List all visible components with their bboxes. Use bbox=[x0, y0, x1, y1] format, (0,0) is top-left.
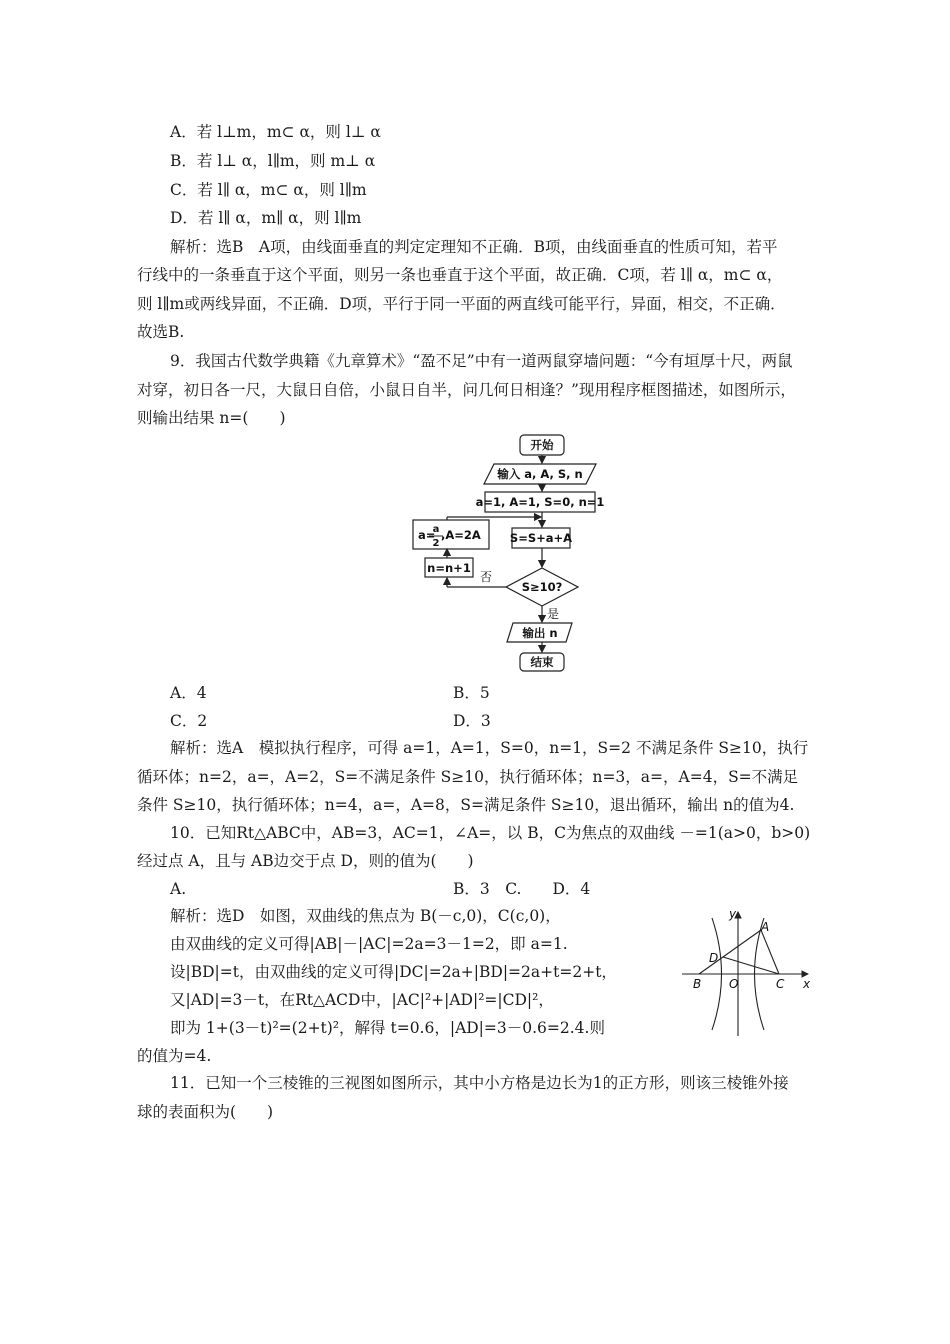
q9-option-b: B．5 bbox=[453, 684, 490, 702]
hyperbola-left-branch bbox=[712, 918, 722, 1030]
label-B: B bbox=[693, 977, 702, 991]
q9-solution-line: 循环体；n=2，a=，A=2，S=不满足条件 S≥10，执行循环体；n=3，a=，A=4，S=不满足 bbox=[137, 768, 799, 786]
flow-update-a-label: a= bbox=[418, 528, 436, 542]
q10-solution-line: 由双曲线的定义可得|AB|－|AC|=2a=3－1=2，即 a=1. bbox=[170, 935, 568, 953]
flow-condition-label: S≥10? bbox=[521, 580, 563, 594]
q10-solution-line: 解析：选D 如图，双曲线的焦点为 B(－c,0)，C(c,0)， bbox=[170, 907, 561, 925]
q10-solution-line: 的值为=4. bbox=[137, 1047, 212, 1065]
label-A: A bbox=[761, 920, 770, 934]
segment-AC bbox=[761, 930, 779, 974]
flow-fraction-numerator: a bbox=[432, 524, 440, 535]
q9-solution-line: 条件 S≥10，执行循环体；n=4，a=，A=8，S=满足条件 S≥10，退出循环，输出 n的值为4. bbox=[137, 796, 795, 814]
q8-option-a: A．若 l⊥m，m⊂ α，则 l⊥ α bbox=[170, 123, 381, 141]
flow-init-box bbox=[485, 492, 595, 512]
q9-stem-line: 对穿，初日各一尺，大鼠日自倍，小鼠日自半，问几何日相逢？”现用程序框图描述，如图所示， bbox=[137, 381, 796, 399]
q8-solution-line: 故选B. bbox=[137, 323, 185, 341]
flow-start-label: 开始 bbox=[530, 438, 554, 452]
q10-stem-line: 经过点 A，且与 AB边交于点 D，则的值为( ) bbox=[137, 852, 474, 870]
q9-stem-line: 9．我国古代数学典籍《九章算术》“盈不足”中有一道两鼠穿墙问题：“今有垣厚十尺，两鼠 bbox=[170, 352, 793, 370]
flow-output-label: 输出 n bbox=[522, 626, 558, 640]
flow-sum-label: S=S+a+A bbox=[509, 531, 573, 545]
q8-option-d: D．若 l∥ α，m∥ α，则 l∥m bbox=[170, 209, 362, 227]
label-O: O bbox=[729, 977, 739, 991]
q9-stem-line: 则输出结果 n=( ) bbox=[137, 409, 286, 427]
hyperbola-right-branch bbox=[755, 918, 765, 1030]
q8-option-c: C．若 l∥ α，m⊂ α，则 l∥m bbox=[170, 181, 367, 199]
flow-init-label: a=1, A=1, S=0, n=1 bbox=[475, 495, 605, 509]
q10-solution-line: 又|AD|=3－t，在Rt△ACD中，|AC|²+|AD|²=|CD|²， bbox=[170, 991, 554, 1009]
flow-sum-box bbox=[509, 528, 573, 548]
q9-option-d: D．3 bbox=[453, 712, 491, 730]
flow-input-box bbox=[484, 464, 596, 484]
flow-update-box bbox=[413, 520, 489, 549]
label-C: C bbox=[776, 977, 785, 991]
q10-stem-line: 10．已知Rt△ABC中，AB=3，AC=1，∠A=，以 B，C为焦点的双曲线 －=1(a>0，b>0) bbox=[170, 824, 811, 842]
q9-option-c: C．2 bbox=[170, 712, 208, 730]
flow-increment-box bbox=[425, 558, 473, 577]
q10-option-a: A. bbox=[170, 880, 187, 898]
q10-options-bcd: B．3 C. D．4 bbox=[453, 880, 591, 898]
q9-option-a: A．4 bbox=[170, 684, 207, 702]
label-D: D bbox=[709, 951, 719, 965]
flow-no-label: 否 bbox=[480, 570, 493, 584]
flow-yes-label: 是 bbox=[547, 607, 560, 621]
segment-BA bbox=[699, 930, 761, 974]
flow-output-box bbox=[507, 623, 572, 642]
q11-stem-line: 球的表面积为( ) bbox=[137, 1103, 274, 1121]
q8-solution-line: 行线中的一条垂直于这个平面，则另一条也垂直于这个平面，故正确．C项，若 l∥ α，m⊂ α， bbox=[137, 266, 783, 284]
flow-end-label: 结束 bbox=[530, 655, 554, 669]
q10-solution-line: 设|BD|=t，由双曲线的定义可得|DC|=2a+|BD|=2a+t=2+t， bbox=[170, 963, 617, 981]
q8-solution-line: 则 l∥m或两线异面，不正确．D项，平行于同一平面的两直线可能平行，异面，相交，不正确． bbox=[137, 295, 786, 313]
label-x: x bbox=[803, 977, 811, 991]
q10-solution-line: 即为 1+(3－t)²=(2+t)²，解得 t=0.6，|AD|=3－0.6=2.4.则 bbox=[170, 1019, 605, 1037]
label-y: y bbox=[729, 907, 737, 921]
flow-fraction-denominator: 2 bbox=[432, 538, 440, 549]
flow-condition-diamond bbox=[506, 568, 578, 606]
flow-input-label: 输入 a, A, S, n bbox=[497, 467, 583, 481]
flow-increment-label: n=n+1 bbox=[427, 561, 471, 575]
q8-solution-line: 解析：选B A项，由线面垂直的判定定理知不正确．B项，由线面垂直的性质可知，若平 bbox=[170, 238, 778, 256]
flow-end-box bbox=[520, 653, 564, 671]
flow-update-A-label: ,A=2A bbox=[441, 528, 481, 542]
q9-solution-line: 解析：选A 模拟执行程序，可得 a=1，A=1，S=0，n=1，S=2 不满足条件 S≥10，执行 bbox=[170, 739, 809, 757]
q11-stem-line: 11．已知一个三棱锥的三视图如图所示，其中小方格是边长为1的正方形，则该三棱锥外接 bbox=[170, 1074, 789, 1092]
flow-start-box bbox=[520, 435, 564, 455]
q8-option-b: B．若 l⊥ α，l∥m，则 m⊥ α bbox=[170, 152, 376, 170]
segment-DC bbox=[723, 957, 779, 974]
